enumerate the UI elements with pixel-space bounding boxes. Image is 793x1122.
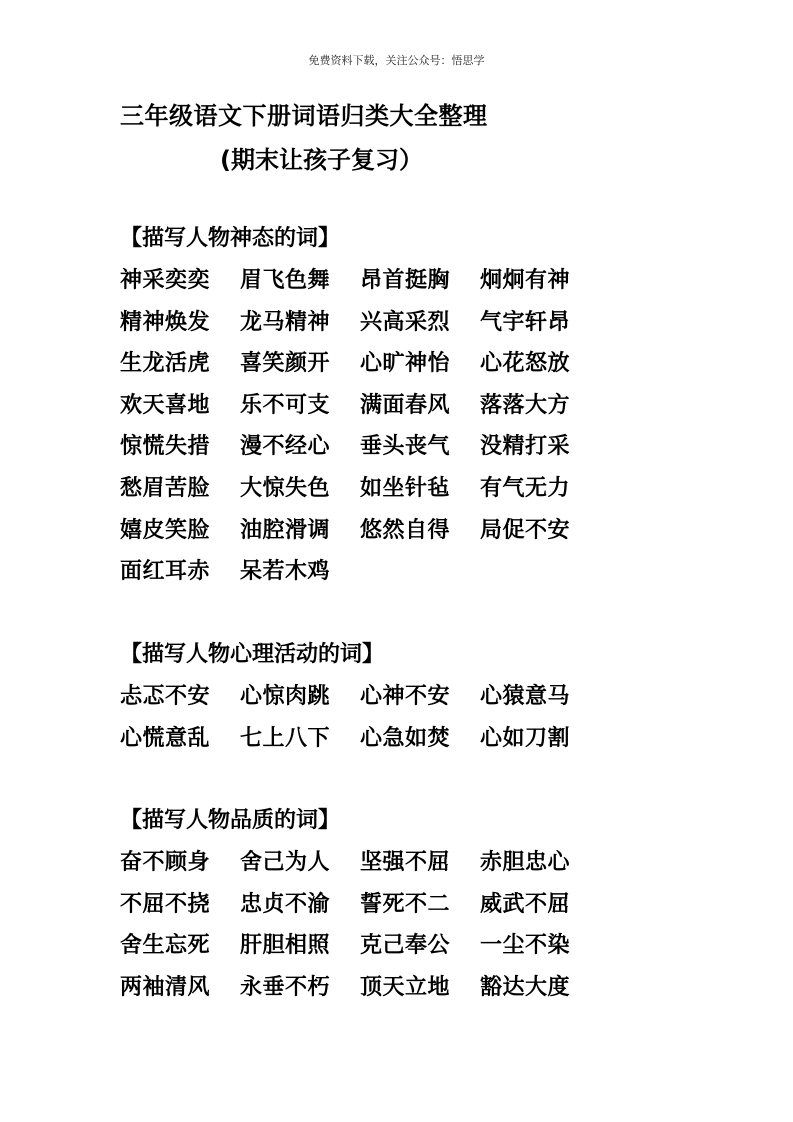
term-item: 精神焕发	[120, 309, 211, 335]
term-item: 心惊肉跳	[240, 684, 331, 709]
term-grid	[120, 260, 600, 593]
term-item: 局促不安	[480, 517, 571, 543]
term-item: 满面春风	[360, 392, 451, 418]
term-item: 豁达大度	[480, 974, 571, 1000]
term-item: 誓死不二	[360, 891, 451, 917]
term-item: 昂首挺胸	[360, 268, 451, 293]
term-grid	[120, 842, 600, 1008]
term-item: 垂头丧气	[360, 434, 451, 460]
term-item: 眉飞色舞	[240, 268, 331, 293]
term-item: 喜笑颜开	[240, 351, 331, 377]
term-item: 两袖清风	[120, 974, 211, 1000]
header-note: 免费资料下载，关注公众号：悟思学	[308, 54, 485, 67]
section-heading: 【描写人物心理活动的词】	[120, 642, 385, 667]
term-item: 舍生忘死	[120, 933, 211, 959]
term-item: 面红耳赤	[120, 559, 211, 585]
term-item: 赤胆忠心	[480, 850, 571, 875]
term-item: 愁眉苦脸	[120, 475, 211, 501]
term-item: 如坐针毡	[360, 475, 451, 501]
term-item: 舍己为人	[240, 850, 331, 875]
term-item: 兴高采烈	[360, 309, 451, 335]
term-item: 永垂不朽	[240, 974, 331, 1000]
document-title: 三年级语文下册词语归类大全整理	[120, 102, 488, 130]
term-item: 大惊失色	[240, 475, 331, 501]
term-item: 悠然自得	[360, 517, 451, 543]
term-item: 心慌意乱	[120, 725, 211, 751]
term-grid	[120, 676, 600, 759]
section-psychology-words	[120, 634, 600, 759]
term-item: 忐忑不安	[120, 684, 211, 709]
term-item: 不屈不挠	[120, 891, 211, 917]
term-item: 油腔滑调	[240, 517, 331, 543]
term-item: 肝胆相照	[240, 933, 331, 959]
section-heading: 【描写人物神态的词】	[120, 226, 341, 251]
term-item: 落落大方	[480, 392, 571, 418]
term-item: 顶天立地	[360, 974, 451, 1000]
section-heading: 【描写人物品质的词】	[120, 808, 341, 833]
term-item: 七上八下	[240, 725, 331, 751]
term-item: 一尘不染	[480, 933, 571, 959]
section-expression-words	[120, 218, 600, 593]
term-item: 欢天喜地	[120, 392, 211, 418]
term-item: 嬉皮笑脸	[120, 517, 211, 543]
term-item: 呆若木鸡	[240, 559, 331, 585]
term-item: 心花怒放	[480, 351, 571, 377]
term-item: 奋不顾身	[120, 850, 211, 875]
term-item: 乐不可支	[240, 392, 331, 418]
term-item: 心如刀割	[480, 725, 571, 751]
term-item: 没精打采	[480, 434, 571, 460]
term-item: 气宇轩昂	[480, 309, 571, 335]
term-item: 神采奕奕	[120, 268, 211, 293]
term-item: 惊慌失措	[120, 434, 211, 460]
term-item: 龙马精神	[240, 309, 331, 335]
term-item: 有气无力	[480, 475, 571, 501]
term-item: 威武不屈	[480, 891, 571, 917]
term-item: 心神不安	[360, 684, 451, 709]
term-item: 心旷神怡	[360, 351, 451, 377]
term-item: 坚强不屈	[360, 850, 451, 875]
term-item: 炯炯有神	[480, 268, 571, 293]
term-item: 忠贞不渝	[240, 891, 331, 917]
term-item: 克己奉公	[360, 933, 451, 959]
term-item: 心急如焚	[360, 725, 451, 751]
term-item: 心猿意马	[480, 684, 571, 709]
section-character-words	[120, 800, 600, 1008]
term-item: 生龙活虎	[120, 351, 211, 377]
term-item: 漫不经心	[240, 434, 331, 460]
document-subtitle: (期末让孩子复习）	[220, 146, 423, 174]
